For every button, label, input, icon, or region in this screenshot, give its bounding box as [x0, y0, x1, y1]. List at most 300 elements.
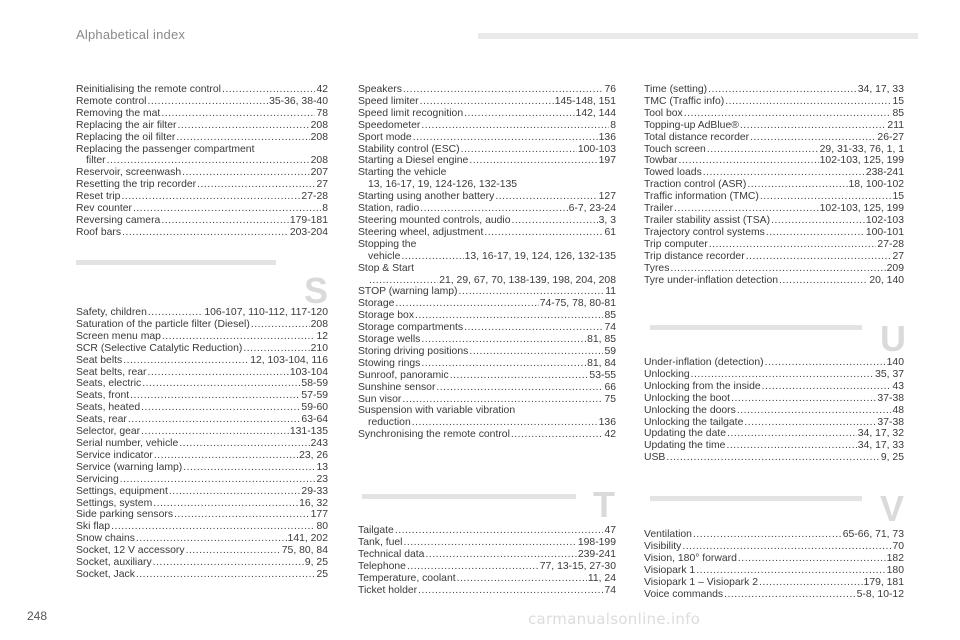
index-term: Remote control: [76, 95, 147, 107]
leader-dots: [747, 179, 847, 191]
index-entry: [76, 96, 328, 108]
leader-dots: [691, 369, 874, 381]
index-term: Roof bars: [76, 226, 122, 238]
leader-dots: [403, 84, 604, 96]
index-term: Stowing rings: [358, 357, 421, 369]
index-entry: [358, 132, 616, 144]
index-pages: 238-241: [865, 167, 904, 179]
index-pages: 15: [892, 95, 904, 107]
index-pages: 6-7, 23-24: [568, 203, 616, 215]
index-pages: 59: [604, 345, 616, 357]
index-pages: 85: [604, 310, 616, 322]
index-term: STOP (warning lamp): [358, 286, 458, 298]
index-entry: [644, 357, 904, 369]
index-entry: [644, 191, 904, 203]
index-pages: 15: [892, 191, 904, 203]
index-pages: 47: [604, 525, 616, 536]
index-term: Vision, 180° forward: [644, 552, 737, 564]
index-entry: [358, 525, 616, 537]
index-pages: 78: [316, 107, 328, 119]
index-entry: [644, 577, 904, 589]
index-term: Speed limiter: [358, 95, 419, 107]
index-term: Tailgate: [358, 525, 394, 536]
leader-dots: [161, 215, 289, 227]
index-pages: 76: [604, 84, 616, 95]
index-term: Visiopark 1 – Visiopark 2: [644, 576, 758, 588]
leader-dots: [779, 275, 868, 287]
index-pages: 34, 17, 33: [857, 440, 904, 452]
index-pages: 106-107, 110-112, 117-120: [204, 307, 328, 318]
index-term: Ventilation: [644, 529, 692, 540]
index-pages: 12: [316, 330, 328, 342]
index-term: Synchronising the remote control: [358, 429, 510, 441]
index-pages: 11: [605, 286, 616, 298]
index-term: Stopping the: [358, 238, 417, 250]
leader-dots: [484, 227, 603, 239]
leader-dots: [674, 203, 819, 215]
index-term: Reservoir, screenwash: [76, 167, 182, 179]
index-term: Under-inflation (detection): [644, 357, 764, 368]
divider-v: [650, 496, 862, 501]
index-pages: 23, 26: [299, 449, 328, 461]
index-term: Stop & Start: [358, 262, 415, 274]
divider-u: [650, 325, 862, 330]
index-entry: [644, 393, 904, 405]
index-pages: 203-204: [289, 226, 328, 238]
index-entry: [76, 307, 328, 319]
index-pages: 211: [887, 119, 904, 131]
index-pages: 100-101: [865, 226, 904, 238]
leader-dots: [402, 394, 603, 406]
index-term: Voice commands: [644, 588, 724, 600]
divider-t: [362, 494, 576, 499]
index-entry: [76, 367, 328, 379]
index-pages: 100-103: [577, 143, 616, 155]
index-term: Unlocking the tailgate: [644, 416, 744, 428]
index-entry: [76, 474, 328, 486]
index-entry: [358, 346, 616, 358]
index-pages: 11, 24: [587, 572, 616, 584]
leader-dots: [750, 132, 876, 144]
leader-dots: [469, 346, 603, 358]
index-pages: 177: [310, 509, 328, 521]
header-bar: [478, 33, 918, 39]
index-entry: [76, 545, 328, 557]
leader-dots: [760, 191, 892, 203]
index-entry: [76, 179, 328, 191]
index-col1-s: [76, 307, 328, 581]
index-pages: 63-64: [301, 414, 328, 426]
index-entry: [358, 405, 616, 417]
index-term: Trip distance recorder: [644, 250, 745, 262]
index-term: Temperature, coolant: [358, 572, 456, 584]
index-entry: [76, 486, 328, 498]
index-entry: [644, 440, 904, 452]
index-term: Saturation of the particle filter (Diesel): [76, 318, 250, 330]
leader-dots: [696, 565, 885, 577]
leader-dots: [133, 203, 321, 215]
index-entry: [644, 108, 904, 120]
leader-dots: [141, 402, 300, 414]
index-entry: [76, 84, 328, 96]
index-col3-u: [644, 357, 904, 464]
index-entry: [76, 378, 328, 390]
index-entry: [76, 569, 328, 581]
index-entry: [358, 227, 616, 239]
leader-dots: [666, 452, 880, 464]
index-entry: [76, 215, 328, 227]
index-term: Starting a Diesel engine: [358, 155, 469, 167]
index-term: Replacing the passenger compartment: [76, 143, 255, 155]
index-entry: [644, 529, 904, 541]
index-pages: 5-8, 10-12: [856, 588, 904, 600]
index-pages: 34, 17, 33: [857, 84, 904, 95]
index-entry: [358, 585, 616, 597]
index-pages: 13: [316, 461, 328, 473]
leader-dots: [744, 417, 876, 429]
index-entry: [644, 263, 904, 275]
leader-dots: [738, 553, 886, 565]
index-term: Replacing the oil filter: [76, 131, 176, 143]
index-pages: 66: [604, 381, 616, 393]
index-entry: [76, 509, 328, 521]
index-pages: 70: [892, 540, 904, 552]
index-pages: 182: [886, 552, 904, 564]
index-entry: [76, 108, 328, 120]
index-term: Unlocking from the inside: [644, 380, 761, 392]
leader-dots: [746, 251, 892, 263]
letter-t: T: [593, 484, 615, 525]
leader-dots: [737, 405, 892, 417]
leader-dots: [420, 96, 554, 108]
index-pages: 243: [310, 437, 328, 449]
index-pages: 27: [316, 179, 328, 191]
index-entry: [358, 215, 616, 227]
leader-dots: [176, 132, 309, 144]
leader-dots: [762, 381, 892, 393]
index-term: Socket, Jack: [76, 568, 135, 580]
index-term: Seats, electric: [76, 378, 142, 390]
leader-dots: [403, 537, 576, 549]
index-entry: [76, 462, 328, 474]
letter-u: U: [880, 318, 906, 359]
index-entry: [76, 355, 328, 367]
index-entry: [358, 573, 616, 585]
index-term: Station, radio: [358, 203, 420, 215]
index-term: Service indicator: [76, 449, 153, 461]
index-pages: 102-103, 125, 199: [819, 155, 904, 167]
index-pages: 239-241: [577, 548, 616, 560]
index-pages: 102-103: [865, 214, 904, 226]
leader-dots: [464, 108, 574, 120]
index-term: Stability control (ESC): [358, 143, 460, 155]
index-entry: [644, 251, 904, 263]
index-pages: 35, 37: [875, 368, 904, 380]
leader-dots: [161, 108, 315, 120]
index-term: Towed loads: [644, 167, 702, 179]
leader-dots: [128, 414, 301, 426]
index-entry: [358, 191, 616, 203]
index-pages: 179-181: [289, 214, 328, 226]
leader-dots: [703, 167, 865, 179]
index-term: Storage: [358, 298, 395, 310]
index-pages: 65-66, 71, 73: [842, 529, 904, 540]
index-pages: 209: [886, 262, 904, 274]
index-pages: 42: [604, 429, 616, 441]
leader-dots: [407, 561, 539, 573]
index-entry: [644, 417, 904, 429]
index-entry: [76, 343, 328, 355]
index-term: Total distance recorder: [644, 131, 750, 143]
index-term: SCR (Selective Catalytic Reduction): [76, 342, 243, 354]
index-entry: [358, 394, 616, 406]
index-pages: 57-59: [301, 390, 328, 402]
leader-dots: [395, 298, 538, 310]
leader-dots: [765, 357, 886, 369]
index-pages: 20, 140: [869, 274, 904, 286]
index-entry: [76, 144, 328, 156]
index-entry: [358, 239, 616, 251]
leader-dots: [679, 155, 819, 167]
leader-dots: [141, 426, 289, 438]
index-entry: [644, 369, 904, 381]
index-term: Settings, equipment: [76, 485, 168, 497]
index-pages: 27-28: [877, 238, 904, 250]
index-entry: [76, 132, 328, 144]
index-entry: [76, 390, 328, 402]
leader-dots: [178, 120, 310, 132]
index-entry: [644, 565, 904, 577]
index-pages: 81, 84: [587, 357, 616, 369]
leader-dots: [142, 378, 300, 390]
index-entry: [76, 521, 328, 533]
leader-dots: [421, 334, 586, 346]
index-col2-s: [358, 84, 616, 441]
index-term: Topping-up AdBlue®: [644, 119, 739, 131]
leader-dots: [179, 438, 309, 450]
leader-dots: [395, 525, 604, 537]
index-entry: [358, 537, 616, 549]
index-pages: 75: [604, 393, 616, 405]
index-term: Rev counter: [76, 203, 133, 215]
index-entry: [76, 319, 328, 331]
index-entry: [644, 227, 904, 239]
index-term: Tool box: [644, 107, 683, 119]
index-pages: 198-199: [577, 536, 616, 548]
index-entry: [644, 132, 904, 144]
index-pages: 21, 29, 67, 70, 138-139, 198, 204, 208: [439, 274, 616, 286]
leader-dots: [425, 549, 576, 561]
index-pages: 131-135: [289, 426, 328, 438]
index-term: Storing driving positions: [358, 345, 469, 357]
leader-dots: [693, 529, 842, 541]
index-term: Reset trip: [76, 191, 121, 203]
index-term: Time (setting): [644, 84, 708, 95]
index-term: Steering mounted controls, audio: [358, 214, 511, 226]
index-entry: [358, 251, 616, 263]
index-entry: [358, 263, 616, 275]
index-entry: [358, 84, 616, 96]
index-pages: 127: [598, 191, 616, 203]
leader-dots: [708, 84, 857, 96]
index-term: Starting the vehicle: [358, 167, 447, 179]
index-pages: 140: [886, 357, 904, 368]
leader-dots: [457, 573, 587, 585]
index-term: filter: [86, 155, 106, 167]
index-term: Side parking sensors: [76, 509, 174, 521]
leader-dots: [401, 251, 463, 263]
index-entry: [644, 541, 904, 553]
leader-dots: [123, 355, 249, 367]
index-term: reduction: [368, 417, 411, 429]
index-entry: [644, 203, 904, 215]
index-entry: [358, 167, 616, 179]
index-term: Screen menu map: [76, 330, 161, 342]
leader-dots: [147, 96, 268, 108]
index-entry: [644, 553, 904, 565]
index-term: Ticket holder: [358, 584, 418, 596]
leader-dots: [120, 474, 316, 486]
index-pages: 42: [316, 84, 328, 95]
leader-dots: [436, 382, 603, 394]
index-entry: [358, 179, 616, 191]
index-term: Sun visor: [358, 393, 402, 405]
index-term: Visibility: [644, 540, 682, 552]
index-term: 13, 16-17, 19, 124-126, 132-135: [368, 179, 518, 191]
index-col3-t: [644, 84, 904, 286]
index-pages: 81, 85: [587, 334, 616, 346]
leader-dots: [415, 310, 603, 322]
leader-dots: [420, 203, 567, 215]
index-term: Trip computer: [644, 238, 708, 250]
leader-dots: [512, 215, 598, 227]
leader-dots: [421, 120, 609, 132]
index-pages: 23: [316, 473, 328, 485]
index-term: Tank, fuel: [358, 536, 403, 548]
index-pages: 37-38: [877, 416, 904, 428]
leader-dots: [148, 307, 204, 319]
index-entry: [76, 557, 328, 569]
index-pages: 103-104: [289, 366, 328, 378]
index-entry: [76, 450, 328, 462]
index-term: Seats, heated: [76, 402, 141, 414]
index-pages: 18, 100-102: [848, 179, 904, 191]
index-entry: [76, 120, 328, 132]
index-term: Tyre under-inflation detection: [644, 274, 779, 286]
leader-dots: [766, 227, 865, 239]
leader-dots: [413, 132, 598, 144]
index-pages: 43: [892, 380, 904, 392]
index-pages: 208: [310, 131, 328, 143]
index-entry: [358, 382, 616, 394]
index-entry: [644, 215, 904, 227]
leader-dots: [759, 577, 863, 589]
leader-dots: [511, 429, 604, 441]
leader-dots: [174, 509, 310, 521]
index-pages: 27: [892, 250, 904, 262]
index-term: Unlocking the doors: [644, 404, 736, 416]
leader-dots: [130, 390, 300, 402]
index-entry: [358, 358, 616, 370]
leader-dots: [670, 263, 885, 275]
index-entry: [76, 331, 328, 343]
index-pages: 3, 3: [598, 214, 616, 226]
leader-dots: [169, 486, 301, 498]
index-pages: 8: [322, 203, 328, 215]
index-term: Visiopark 1: [644, 564, 696, 576]
index-entry: [358, 298, 616, 310]
index-term: Snow chains: [76, 533, 135, 545]
index-term: Ski flap: [76, 521, 111, 533]
index-pages: 74: [604, 322, 616, 334]
index-pages: 85: [892, 107, 904, 119]
index-term: Safety, children: [76, 307, 147, 318]
index-entry: [358, 108, 616, 120]
index-entry: [644, 120, 904, 132]
index-pages: 27-28: [301, 191, 328, 203]
index-pages: 80: [316, 521, 328, 533]
index-entry: [358, 120, 616, 132]
index-entry: [644, 452, 904, 464]
index-term: Seat belts, rear: [76, 366, 147, 378]
index-entry: [358, 334, 616, 346]
watermark: carmanualsonline.info: [528, 610, 701, 628]
index-term: Technical data: [358, 548, 425, 560]
index-term: Replacing the air filter: [76, 119, 177, 131]
index-term: Seats, front: [76, 390, 130, 402]
leader-dots: [740, 120, 887, 132]
index-pages: 145-148, 151: [554, 95, 616, 107]
index-pages: 142, 144: [575, 107, 616, 119]
index-pages: 74-75, 78, 80-81: [539, 298, 616, 310]
index-term: Tyres: [644, 262, 670, 274]
leader-dots: [107, 155, 310, 167]
index-pages: 179, 181: [863, 576, 904, 588]
leader-dots: [725, 96, 891, 108]
index-term: Storage compartments: [358, 322, 464, 334]
index-entry: [644, 179, 904, 191]
index-entry: [76, 498, 328, 510]
index-entry: [644, 84, 904, 96]
index-term: Socket, auxiliary: [76, 557, 152, 569]
index-term: TMC (Traffic info): [644, 95, 725, 107]
page-header-title: Alphabetical index: [76, 27, 186, 42]
index-term: Sunroof, panoramic: [358, 369, 449, 381]
index-term: Traction control (ASR): [644, 179, 747, 191]
index-term: Unlocking the boot: [644, 392, 731, 404]
index-entry: [76, 191, 328, 203]
leader-dots: [122, 227, 289, 239]
index-pages: 26-27: [877, 131, 904, 143]
leader-dots: [412, 417, 598, 429]
index-pages: 58-59: [301, 378, 328, 390]
leader-dots: [464, 322, 603, 334]
index-term: Storage box: [358, 310, 415, 322]
index-entry: [358, 322, 616, 334]
index-col1-r: [76, 84, 328, 239]
leader-dots: [121, 191, 300, 203]
index-pages: 59-60: [301, 402, 328, 414]
index-term: Removing the mat: [76, 107, 161, 119]
index-term: Updating the date: [644, 428, 727, 440]
index-term: Service (warning lamp): [76, 461, 183, 473]
index-entry: [644, 96, 904, 108]
index-term: Seat belts: [76, 354, 123, 366]
index-term: Selector, gear: [76, 426, 141, 438]
index-entry: [644, 144, 904, 156]
index-pages: 13, 16-17, 19, 124, 126, 132-135: [464, 250, 616, 262]
index-entry: [76, 414, 328, 426]
